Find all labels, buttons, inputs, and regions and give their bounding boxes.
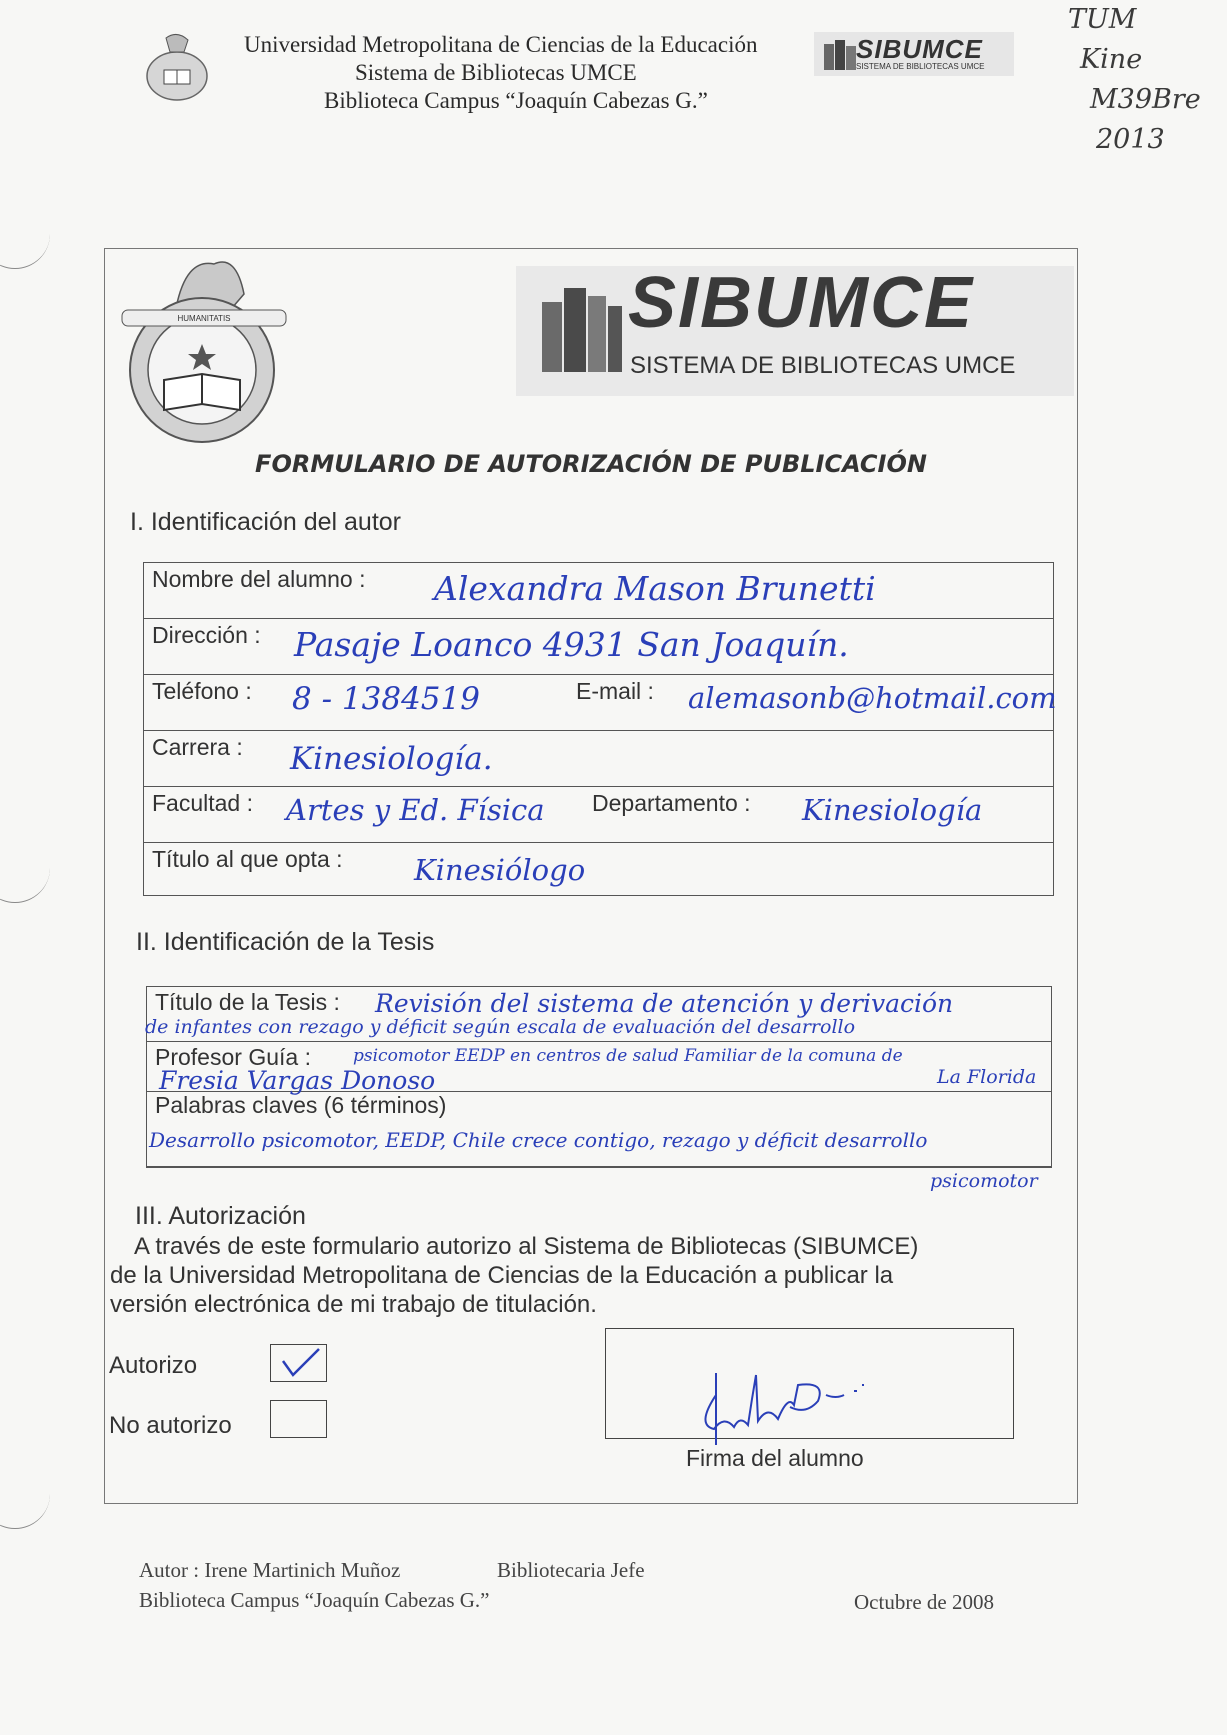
thesis-row-palabras: [147, 1092, 1051, 1169]
palabras-value-line2[interactable]: psicomotor: [930, 1170, 1038, 1192]
thesis-row-title: [147, 987, 1051, 1042]
no-autorizo-label: No autorizo: [109, 1412, 232, 1439]
autorizo-label: Autorizo: [109, 1352, 198, 1379]
departamento-value[interactable]: Kinesiología: [802, 793, 983, 827]
tesis-value-line4[interactable]: La Florida: [937, 1066, 1037, 1088]
palabras-label: Palabras claves (6 términos): [155, 1092, 447, 1118]
authorization-text-line2: de la Universidad Metropolitana de Ciencias de la Educación a publicar la: [110, 1262, 894, 1289]
university-seal-small: [144, 30, 210, 102]
author-row-carrera: [144, 731, 1053, 787]
tesis-value-line3[interactable]: psicomotor EEDP en centros de salud Familiar de la comuna de: [353, 1046, 903, 1066]
footer-autor: Autor : Irene Martinich Muñoz: [139, 1558, 401, 1582]
departamento-label: Departamento :: [592, 790, 751, 816]
punch-hole-mark: [0, 218, 50, 269]
authorization-text: [110, 1232, 1070, 1319]
telefono-label: Teléfono :: [152, 678, 252, 704]
tesis-label: Título de la Tesis :: [155, 989, 340, 1015]
sibumce-logo-small-subtitle: SISTEMA DE BIBLIOTECAS UMCE: [856, 62, 985, 71]
author-row-facultad: [144, 787, 1053, 843]
no-autorizo-checkbox[interactable]: [270, 1400, 327, 1438]
autorizo-checkbox[interactable]: [270, 1344, 327, 1382]
email-value[interactable]: alemasonb@hotmail.com: [688, 681, 1057, 715]
author-table: [143, 562, 1057, 896]
sibumce-logo-name: SIBUMCE: [628, 263, 975, 343]
palabras-value-line1[interactable]: Desarrollo psicomotor, EEDP, Chile crece contigo, rezago y déficit desarrollo: [149, 1128, 928, 1152]
direccion-value[interactable]: Pasaje Loanco 4931 San Joaquín.: [294, 625, 849, 664]
carrera-label: Carrera :: [152, 734, 243, 760]
header-university: Universidad Metropolitana de Ciencias de la Educación: [244, 32, 758, 57]
author-row-direccion: [144, 619, 1053, 675]
titulo-label: Título al que opta :: [152, 846, 343, 872]
tesis-value-line1[interactable]: Revisión del sistema de atención y derivación: [375, 989, 954, 1018]
margin-note-line4: 2013: [1096, 124, 1165, 155]
nombre-label: Nombre del alumno :: [152, 566, 366, 592]
tesis-value-line2[interactable]: de infantes con rezago y déficit según escala de evaluación del desarrollo: [145, 1016, 856, 1038]
authorization-text-line3: versión electrónica de mi trabajo de titulación.: [110, 1291, 597, 1318]
footer-cargo: Bibliotecaria Jefe: [497, 1558, 645, 1582]
check-mark-icon: [279, 1347, 323, 1379]
author-row-titulo: [144, 843, 1053, 897]
thesis-table: [146, 986, 1052, 1168]
margin-note-line2: Kine: [1080, 44, 1143, 75]
punch-hole-mark: [0, 852, 50, 903]
profesor-value[interactable]: Fresia Vargas Donoso: [159, 1066, 436, 1095]
books-icon: [528, 282, 628, 378]
facultad-label: Facultad :: [152, 790, 253, 816]
profesor-label: Profesor Guía :: [155, 1044, 311, 1070]
author-row-telefono: [144, 675, 1057, 731]
header-system: Sistema de Bibliotecas UMCE: [355, 60, 637, 85]
margin-note-line1: TUM: [1068, 4, 1137, 35]
sibumce-logo-small: [814, 32, 1014, 76]
margin-note: [1060, 0, 1220, 160]
footer-fecha: Octubre de 2008: [854, 1590, 994, 1614]
authorization-text-line1: A través de este formulario autorizo al Sistema de Bibliotecas (SIBUMCE): [134, 1233, 919, 1260]
firma-label: Firma del alumno: [686, 1445, 864, 1471]
books-icon: [820, 38, 860, 72]
sibumce-logo: [516, 263, 1074, 396]
header-campus: Biblioteca Campus “Joaquín Cabezas G.”: [324, 88, 708, 113]
thesis-table-rule: [146, 1166, 1052, 1167]
direccion-label: Dirección :: [152, 622, 261, 648]
form-title: FORMULARIO DE AUTORIZACIÓN DE PUBLICACIÓN: [255, 450, 927, 478]
section1-title: I. Identificación del autor: [130, 508, 401, 536]
sibumce-logo-small-name: SIBUMCE: [856, 34, 983, 64]
nombre-value[interactable]: Alexandra Mason Brunetti: [434, 569, 876, 608]
footer-biblioteca: Biblioteca Campus “Joaquín Cabezas G.”: [139, 1588, 490, 1612]
carrera-value[interactable]: Kinesiología.: [290, 741, 493, 777]
punch-hole-mark: [0, 1478, 50, 1529]
margin-note-line3: M39Bre: [1090, 84, 1201, 115]
section3-title: III. Autorización: [135, 1202, 306, 1230]
university-seal: [116, 250, 292, 446]
seal-banner: HUMANITATIS: [177, 314, 231, 323]
facultad-value[interactable]: Artes y Ed. Física: [286, 793, 545, 827]
signature-box[interactable]: [605, 1328, 1014, 1439]
section2-title: II. Identificación de la Tesis: [136, 928, 435, 956]
titulo-value[interactable]: Kinesiólogo: [414, 853, 586, 887]
thesis-row-profesor: [147, 1042, 1051, 1095]
author-row-nombre: [144, 563, 1053, 619]
sibumce-logo-subtitle: SISTEMA DE BIBLIOTECAS UMCE: [630, 352, 1016, 379]
email-label: E-mail :: [576, 678, 654, 704]
telefono-value[interactable]: 8 - 1384519: [292, 681, 480, 717]
